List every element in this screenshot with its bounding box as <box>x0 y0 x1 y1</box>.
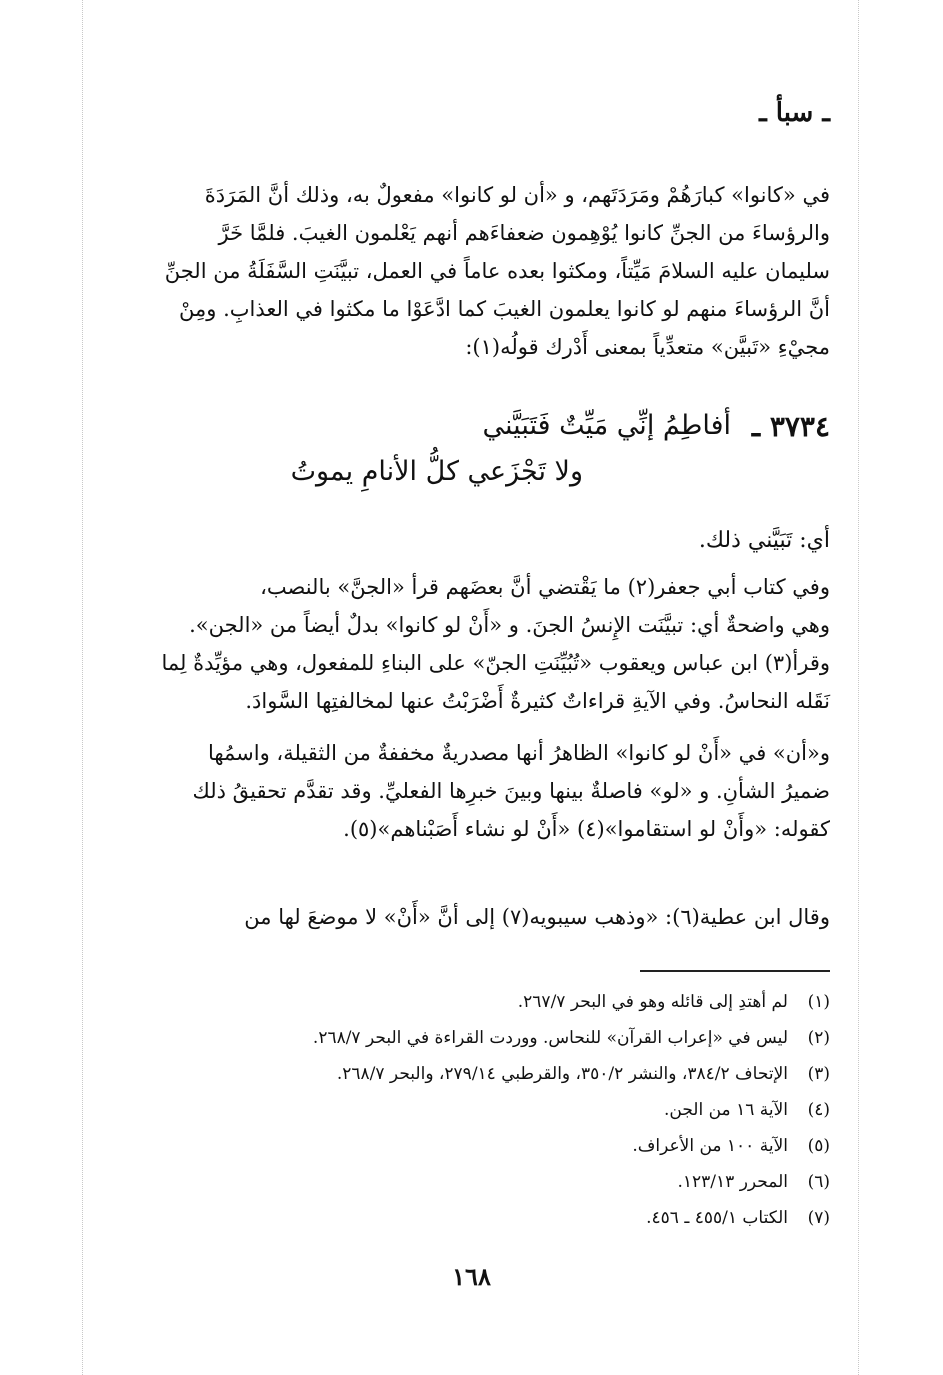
footnote-number: (٢) <box>807 1028 830 1048</box>
text-line: وقرأ(٣) ابن عباس ويعقوب «تُبُيِّنَتِ الجنّ» على البناءِ للمفعول، وهي مؤيِّدةٌ لِما <box>161 651 830 675</box>
text-line: وفي كتاب أبي جعفر(٢) ما يَقْتضي أنَّ بعضَهم قرأ «الجنَّ» بالنصب، <box>260 575 830 599</box>
text-line: نَقَله النحاسُ. وفي الآيةِ قراءاتٌ كثيرةٌ أَضْرَبْتُ عنها لمخالفتِها السَّوادَ. <box>245 689 830 713</box>
footnote-text: ليس في «إعراب القرآن» للنحاس. ووردت القراءة في البحر ٢٦٨/٧. <box>312 1028 788 1048</box>
footnote-number: (٥) <box>807 1136 830 1156</box>
text-line: في «كانوا» كبارَهُمْ ومَرَدَتَهم، و «أن لو كانوا» مفعولٌ به، وذلك أنَّ المَرَدَةَ <box>204 183 830 207</box>
text-line: والرؤساءَ من الجنِّ كانوا يُوْهِمون ضعفاءَهم أنهم يَعْلمون الغيبَ. فلمَّا خَرَّ <box>218 221 830 245</box>
footnote-text: الإتحاف ٣٨٤/٢، والنشر ٣٥٠/٢، والقرطبي ٢٧٩/١٤، والبحر ٢٦٨/٧. <box>336 1064 788 1084</box>
text-line: و«أن» في «أَنْ لو كانوا» الظاهرُ أنها مصدريةٌ مخففةٌ من الثقيلة، واسمُها <box>207 741 830 765</box>
footnote-item <box>125 1092 830 1128</box>
footnote-item <box>125 1128 830 1164</box>
paragraph-5: وقال ابن عطية(٦): «وذهب سيبويه(٧) إلى أنَّ «أَنْ» لا موضعَ لها من <box>244 905 830 929</box>
text-line: مجيْءِ «تَبيَّن» متعدِّياً بمعنى أَدْرك قولُه(١): <box>465 335 830 359</box>
text-line: ضميرُ الشأنِ. و «لو» فاصلةٌ بينها وبينَ خبرِها الفعليِّ. وقد تقدَّم تحقيقُ ذلك <box>192 779 830 803</box>
footnote-text: لم أهتدِ إلى قائله وهو في البحر ٢٦٧/٧. <box>517 992 788 1012</box>
scan-edge-left <box>82 0 83 1375</box>
footnote-text: الكتاب ٤٥٥/١ ـ ٤٥٦. <box>646 1208 788 1228</box>
footnote-item <box>125 1020 830 1056</box>
footnote-number: (٣) <box>807 1064 830 1084</box>
footnote-item <box>125 1164 830 1200</box>
text-line: سليمان عليه السلامَ مَيِّتاً، ومكثوا بعده عاماً في العمل، تبيَّنَتِ السَّفَلَةُ من الجنِّ <box>164 259 830 283</box>
footnote-number: (٧) <box>807 1208 830 1228</box>
footnote-text: المحرر ١٢٣/١٣. <box>677 1172 788 1192</box>
footnotes <box>125 984 830 1236</box>
verse-line-1: أفاطِمُ إنِّي مَيِّتٌ فَتَبَيَّني <box>482 410 731 441</box>
footnote-number: (٤) <box>807 1100 830 1120</box>
surah-header: ـ سبأ ـ <box>759 98 830 128</box>
verse-number: ٣٧٣٤ ـ <box>751 410 830 443</box>
paragraph-2: أي: تَبَيَّني ذلك. <box>698 528 830 553</box>
paragraph-3 <box>125 568 830 720</box>
footnote-text: الآية ١٠٠ من الأعراف. <box>632 1136 788 1156</box>
footnote-text: الآية ١٦ من الجن. <box>663 1100 788 1120</box>
footnote-number: (٦) <box>807 1172 830 1192</box>
scan-edge-right <box>858 0 859 1375</box>
verse-line-2: ولا تَجْزَعي كلُّ الأنامِ يموتُ <box>290 456 583 487</box>
footnote-item <box>125 1200 830 1236</box>
page-number: ١٦٨ <box>452 1262 491 1291</box>
text-line: وهي واضحةٌ أي: تبيَّنَت الإِنسُ الجنَ. و «أَنْ لو كانوا» بدلٌ أيضاً من «الجن». <box>189 613 830 637</box>
footnote-item <box>125 1056 830 1092</box>
text-line: كقوله: «وأَنْ لو استقاموا»(٤) «أَنْ لو نشاء أَصَبْناهم»(٥). <box>343 817 830 841</box>
paragraph-1 <box>125 176 830 366</box>
footnote-separator <box>640 970 830 972</box>
footnote-number: (١) <box>807 992 830 1012</box>
footnote-item <box>125 984 830 1020</box>
paragraph-4 <box>125 734 830 848</box>
text-line: أنَّ الرؤساءَ منهم لو كانوا يعلمون الغيبَ كما ادَّعَوْا ما مكثوا في العذابِ. ومِنْ <box>179 297 830 321</box>
